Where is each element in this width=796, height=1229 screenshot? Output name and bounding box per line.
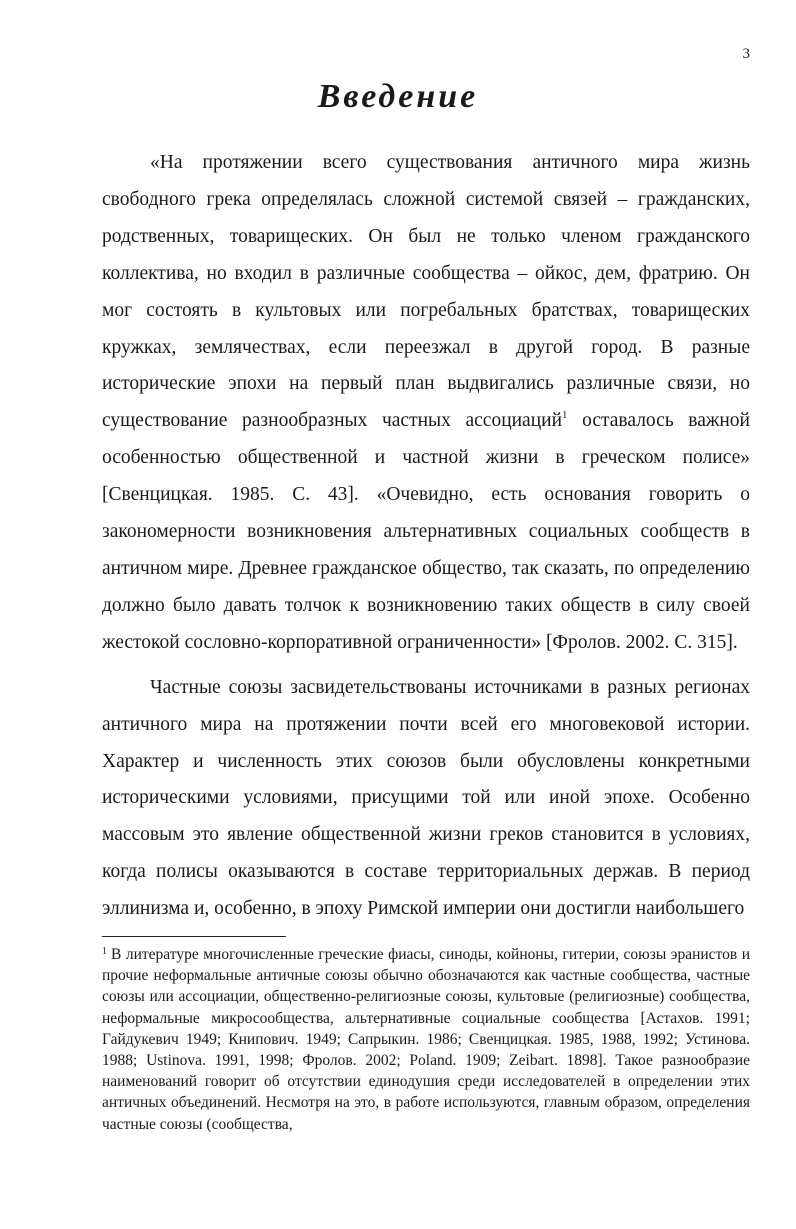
footnote-divider (102, 936, 286, 937)
paragraph-1-part-1: «На протяжении всего существования античного мира жизнь свободного грека определялась сложной системой связей – гражданских, родственных, товарищеских. Он был не только членом гражданского коллектива, но входил в различные сообщества – ойкос, дем, фратрию. Он мог состоять в культовых или погребальных братствах, товарищеских кружках, землячествах, если переезжал в другой город. В разные исторические эпохи на первый план выдвигались различные связи, но существование разнообразных частных ассоциаций (102, 152, 750, 432)
footnote-marker: 1 (102, 946, 107, 957)
paragraph-1 (102, 145, 750, 662)
footnote-reference[interactable]: 1 (562, 409, 568, 422)
footnote (102, 944, 750, 1135)
body-text (102, 145, 750, 928)
paragraph-1-part-2: оставалось важной особенностью общественной и частной жизни в греческом полисе» [Свенцицкая. 1985. С. 43]. «Очевидно, есть основания говорить о закономерности возникновения альтернативных социальных сообществ в античном мире. Древнее гражданское общество, так сказать, по определению должно было давать толчок к возникновению таких обществ в силу своей жестокой сословно-корпоративной ограниченности» [Фролов. 2002. С. 315]. (102, 410, 750, 653)
footnote-text: В литературе многочисленные греческие фиасы, синоды, койноны, гитерии, союзы эранистов и прочие неформальные античные союзы обычно обозначаются как частные сообщества, частные союзы или ассоциации, общественно-религиозные союзы, культовые (религиозные) сообщества, неформальные микросообщества, альтернативные социальные сообщества [Астахов. 1991; Гайдукевич 1949; Книпович. 1949; Сапрыкин. 1986; Свенцицкая. 1985, 1988, 1992; Устинова. 1988; Ustinova. 1991, 1998; Фролов. 2002; Poland. 1909; Zeibart. 1898]. Такое разнообразие наименований говорит об отсутствии единодушия среди исследователей в определении этих античных объединений. Несмотря на это, в работе используются, главным образом, определения частные союзы (сообщества, (102, 946, 750, 1133)
page-number: 3 (742, 46, 750, 62)
page-title: Введение (317, 78, 479, 115)
paragraph-2: Частные союзы засвидетельствованы источниками в разных регионах античного мира на протяжении почти всей его многовековой истории. Характер и численность этих союзов были обусловлены конкретными историческими условиями, присущими той или иной эпохе. Особенно массовым это явление общественной жизни греков становится в условиях, когда полисы оказываются в составе территориальных держав. В период эллинизма и, особенно, в эпоху Римской империи они достигли наибольшего (102, 676, 750, 920)
